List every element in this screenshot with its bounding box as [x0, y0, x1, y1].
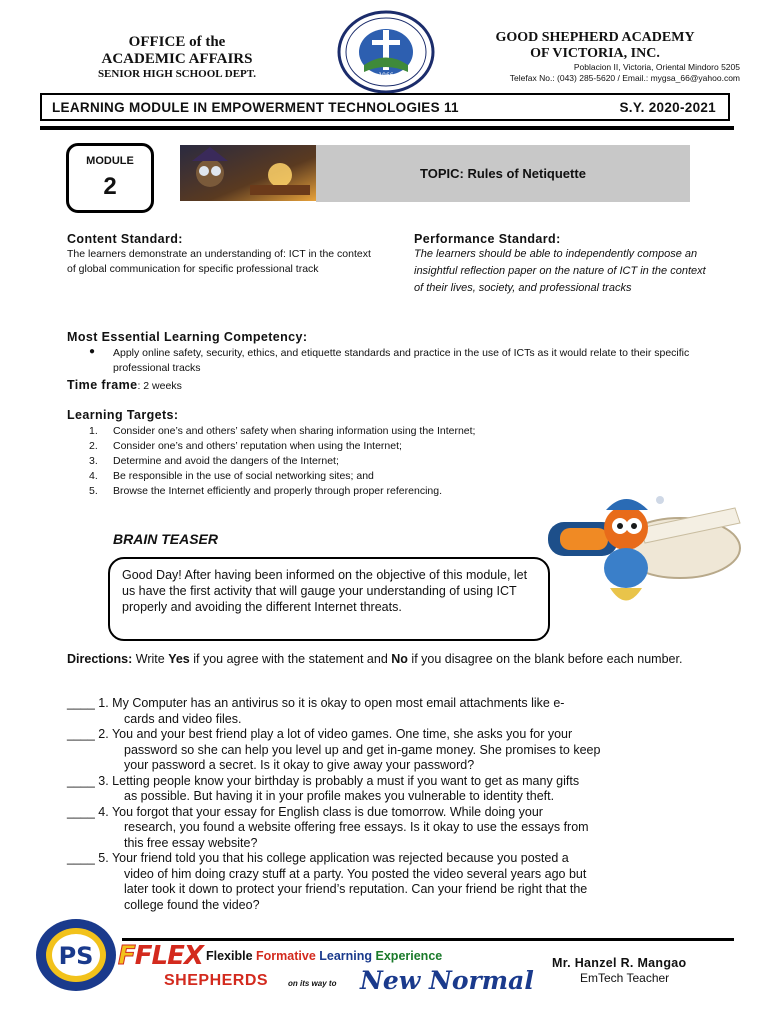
directions: [67, 651, 697, 667]
speech-bubble: [108, 557, 550, 641]
question-item: ____ 5. Your friend told you that his college application was rejected because you posted a video of him doing crazy stuff at a party. You posted the video several years ago but later took it down to protect your friend’s reputation. Can your friend be right that the college found the video?: [67, 851, 588, 912]
question-item: ____ 2. You and your best friend play a lot of video games. One time, she asks you for your password so she can help you level up and get in-game money. She promises to keep your password a secret. Is it okay to give away your password?: [67, 727, 601, 772]
flex-tagline: Flexible Formative Learning Experience: [206, 949, 443, 963]
topic-bar: [316, 145, 690, 202]
time-frame-label: Time frame: [67, 378, 138, 392]
office-line2: ACADEMIC AFFAIRS: [101, 51, 253, 67]
school-name-line2: OF VICTORIA, INC.: [530, 46, 660, 61]
department-label: SENIOR HIGH SCHOOL DEPT.: [97, 68, 257, 80]
topic-illustration: [180, 145, 316, 201]
content-standard-heading: Content Standard:: [67, 232, 183, 246]
list-item: 4. Be responsible in the use of social networking sites; and: [89, 470, 374, 482]
school-name-line1: GOOD SHEPHERD ACADEMY: [495, 30, 695, 45]
learning-targets-heading: Learning Targets:: [67, 408, 179, 422]
performance-standard-text: The learners should be able to independently compose an insightful reflection paper on the nature of ICT in the context of their lives, society, and professional tracks: [414, 248, 706, 294]
header-rule: [40, 126, 734, 130]
flex-wordmark: [118, 941, 203, 971]
new-normal-label: New Normal: [360, 966, 534, 995]
directions-text2: if you agree with the statement and: [189, 652, 392, 666]
office-line1: OFFICE of the: [128, 34, 226, 50]
question-item: ____ 3. Letting people know your birthday is probably a must if you want to get as many gifts as possible. But having it in your profile makes you vulnerable to identity theft.: [67, 773, 580, 803]
footer-seal-logo: [34, 917, 118, 993]
teacher-role: EmTech Teacher: [580, 971, 670, 985]
seal-year: 1966: [378, 72, 394, 79]
competency-section: [67, 330, 707, 376]
directions-label: Directions:: [67, 652, 133, 666]
mascot-illustration: [530, 488, 746, 618]
logo-letters: PS: [58, 942, 94, 970]
content-standard-text: The learners demonstrate an understanding of: ICT in the context of global communication for specific professional track: [67, 248, 371, 275]
questions-list: [67, 696, 707, 913]
competency-item: [67, 346, 707, 376]
bullet-icon: ●: [89, 346, 96, 357]
module-label: MODULE: [86, 155, 134, 167]
directions-no: No: [391, 652, 408, 666]
brain-teaser-heading: BRAIN TEASER: [113, 531, 219, 547]
module-banner: [40, 93, 730, 121]
competency-text: Apply online safety, security, ethics, and etiquette standards and practice in the use of ICTs as it would relate to their specific professional tracks: [113, 347, 690, 374]
learning-targets-list: [89, 424, 499, 499]
competency-heading: Most Essential Learning Competency:: [67, 330, 308, 344]
bubble-text: Good Day! After having been informed on the objective of this module, let us have the first activity that will gauge your understanding of using ICT properly and avoiding the different Internet threats.: [122, 568, 528, 614]
on-its-way-label: on its way to: [288, 979, 337, 988]
directions-text3: if you disagree on the blank before each number.: [407, 652, 683, 666]
address-line: Poblacion II, Victoria, Oriental Mindoro 5205: [573, 62, 740, 72]
content-standard: [67, 232, 377, 277]
time-frame: [67, 376, 182, 394]
contact-line: Telefax No.: (043) 285-5620 / Email.: mygsa_66@yahoo.com: [509, 73, 740, 83]
flex-prefix: F: [118, 941, 135, 971]
question-item: ____ 1. My Computer has an antivirus so it is okay to open most email attachments like e- cards and video files.: [67, 696, 565, 726]
office-title: [82, 34, 272, 68]
flex-word: FLEX: [134, 941, 203, 971]
module-number: 2: [103, 173, 117, 200]
school-address: [440, 62, 740, 84]
performance-standard-heading: Performance Standard:: [414, 232, 561, 246]
module-number-box: [66, 143, 154, 213]
footer-rule: [122, 938, 734, 941]
school-name: [450, 30, 740, 62]
performance-standard: [414, 232, 714, 297]
list-item: 2. Consider one’s and others’ reputation when using the Internet;: [89, 440, 402, 452]
topic-title: TOPIC: Rules of Netiquette: [420, 166, 586, 181]
question-item: ____ 4. You forgot that your essay for English class is due tomorrow. While doing your research, you found a website offering free essays. Is it okay to use the essays from this free essay website?: [67, 804, 589, 850]
banner-title: LEARNING MODULE IN EMPOWERMENT TECHNOLOGIES 11: [52, 99, 459, 115]
list-item: 3. Determine and avoid the dangers of the Internet;: [89, 455, 339, 467]
list-item: 5. Browse the Internet efficiently and properly through proper referencing.: [89, 485, 442, 497]
school-year: S.Y. 2020-2021: [619, 99, 716, 115]
school-seal-logo: [336, 10, 436, 94]
shepherds-label: SHEPHERDS: [164, 972, 269, 989]
directions-yes: Yes: [168, 652, 190, 666]
time-frame-value: : 2 weeks: [137, 380, 182, 392]
list-item: 1. Consider one’s and others’ safety when sharing information using the Internet;: [89, 425, 476, 437]
teacher-name: Mr. Hanzel R. Mangao: [552, 956, 687, 970]
directions-text1: Write: [132, 652, 169, 666]
